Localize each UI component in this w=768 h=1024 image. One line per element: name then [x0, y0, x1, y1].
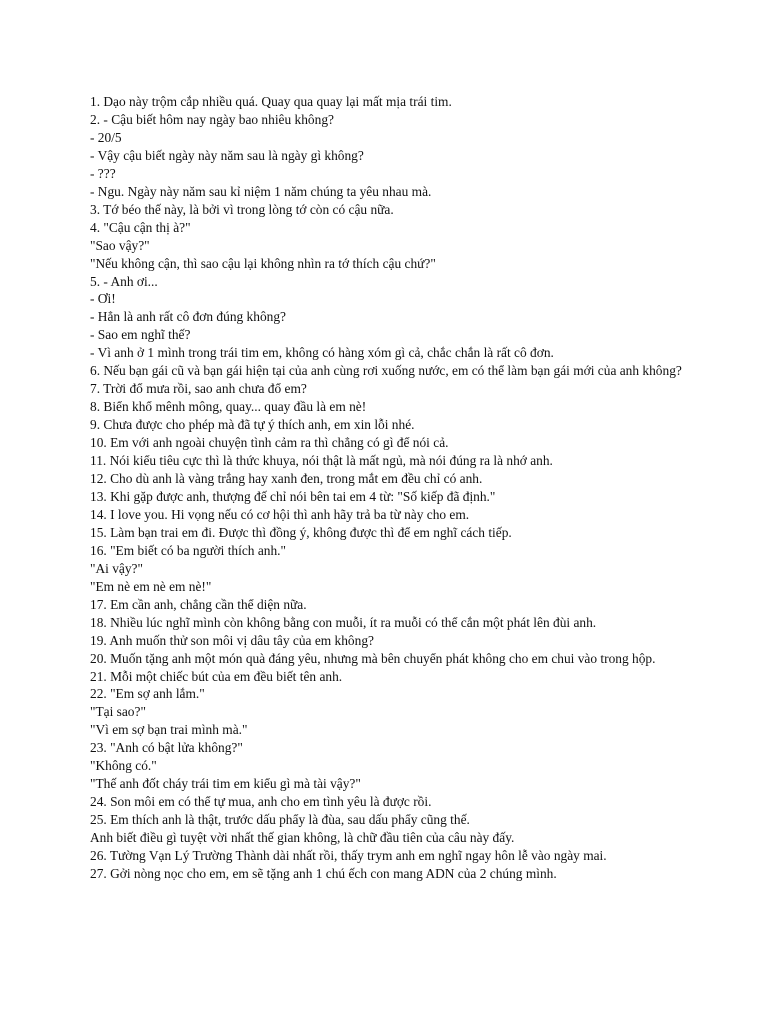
text-line: - Hẳn là anh rất cô đơn đúng không?: [90, 309, 286, 325]
text-line: 17. Em cần anh, chẳng cần thể diện nữa.: [90, 596, 307, 612]
text-line: - Ngu. Ngày này năm sau kỉ niệm 1 năm chúng ta yêu nhau mà.: [90, 183, 432, 199]
text-line: 18. Nhiều lúc nghĩ mình còn không bằng con muỗi, ít ra muỗi có thể cắn một phát lên đùi anh.: [90, 614, 597, 630]
text-line: "Sao vậy?": [90, 237, 150, 253]
text-line: "Thế anh đốt cháy trái tim em kiểu gì mà tài vậy?": [90, 776, 361, 792]
text-line: 4. "Cậu cận thị à?": [90, 219, 191, 235]
text-line: - 20/5: [90, 129, 122, 145]
text-line: 12. Cho dù anh là vàng trắng hay xanh đen, trong mắt em đều chỉ có anh.: [90, 471, 483, 487]
text-line: 15. Làm bạn trai em đi. Được thì đồng ý, không được thì để em nghĩ cách tiếp.: [90, 524, 512, 540]
text-line: - Vì anh ở 1 mình trong trái tim em, không có hàng xóm gì cả, chắc chắn là rất cô đơn.: [90, 345, 554, 361]
text-line: 6. Nếu bạn gái cũ và bạn gái hiện tại của anh cùng rơi xuống nước, em có thể làm bạn gái mới của anh không?: [90, 363, 682, 379]
text-line: "Vì em sợ bạn trai mình mà.": [90, 722, 248, 738]
text-line: 7. Trời đổ mưa rồi, sao anh chưa đổ em?: [90, 381, 307, 397]
text-line: "Tại sao?": [90, 704, 146, 720]
text-line: 10. Em với anh ngoài chuyện tình cảm ra thì chẳng có gì để nói cả.: [90, 435, 449, 451]
text-line: 2. - Cậu biết hôm nay ngày bao nhiêu không?: [90, 111, 334, 127]
text-line: 22. "Em sợ anh lắm.": [90, 686, 205, 702]
text-line: 26. Tường Vạn Lý Trường Thành dài nhất rồi, thấy trym anh em nghĩ ngay hôn lễ vào ngày mai.: [90, 848, 607, 864]
text-line: - ???: [90, 165, 116, 181]
text-line: 9. Chưa được cho phép mà đã tự ý thích anh, em xin lỗi nhé.: [90, 417, 415, 433]
text-line: "Ai vậy?": [90, 560, 143, 576]
text-line: 27. Gởi nòng nọc cho em, em sẽ tặng anh 1 chú ếch con mang ADN của 2 chúng mình.: [90, 865, 557, 881]
text-line: - Ơi!: [90, 291, 116, 307]
text-line: "Em nè em nè em nè!": [90, 578, 212, 594]
text-line: 8. Biển khổ mênh mông, quay... quay đầu là em nè!: [90, 399, 367, 415]
text-line: 5. - Anh ơi...: [90, 273, 158, 289]
text-line: 14. I love you. Hi vọng nếu có cơ hội thì anh hãy trả ba từ này cho em.: [90, 506, 470, 522]
text-line: 3. Tớ béo thế này, là bởi vì trong lòng tớ còn có cậu nữa.: [90, 201, 394, 217]
text-line: 24. Son môi em có thể tự mua, anh cho em tình yêu là được rồi.: [90, 794, 432, 810]
text-line: "Nếu không cận, thì sao cậu lại không nhìn ra tớ thích cậu chứ?": [90, 255, 436, 271]
text-line: 13. Khi gặp được anh, thượng đế chỉ nói bên tai em 4 từ: "Số kiếp đã định.": [90, 488, 496, 504]
text-line: 11. Nói kiểu tiêu cực thì là thức khuya, nói thật là mất ngủ, mà nói đúng ra là nhớ anh.: [90, 453, 553, 469]
document-body: [90, 93, 690, 883]
text-line: 23. "Anh có bật lửa không?": [90, 740, 243, 756]
text-line: 16. "Em biết có ba người thích anh.": [90, 542, 286, 558]
text-line: "Không có.": [90, 758, 157, 774]
text-line: 19. Anh muốn thử son môi vị dâu tây của em không?: [90, 632, 374, 648]
text-line: - Vậy cậu biết ngày này năm sau là ngày gì không?: [90, 147, 364, 163]
text-line: 25. Em thích anh là thật, trước dấu phẩy là đùa, sau dấu phẩy cũng thế.: [90, 812, 470, 828]
text-line: - Sao em nghĩ thế?: [90, 327, 191, 343]
text-line: 1. Dạo này trộm cắp nhiều quá. Quay qua quay lại mất mịa trái tim.: [90, 94, 452, 109]
text-line: 20. Muốn tặng anh một món quà đáng yêu, nhưng mà bên chuyển phát không cho em chui vào trong hộp.: [90, 650, 656, 666]
text-line: 21. Mỗi một chiếc bút của em đều biết tên anh.: [90, 668, 343, 684]
text-line: Anh biết điều gì tuyệt vời nhất thế gian không, là chữ đầu tiên của câu này đấy.: [90, 830, 515, 846]
